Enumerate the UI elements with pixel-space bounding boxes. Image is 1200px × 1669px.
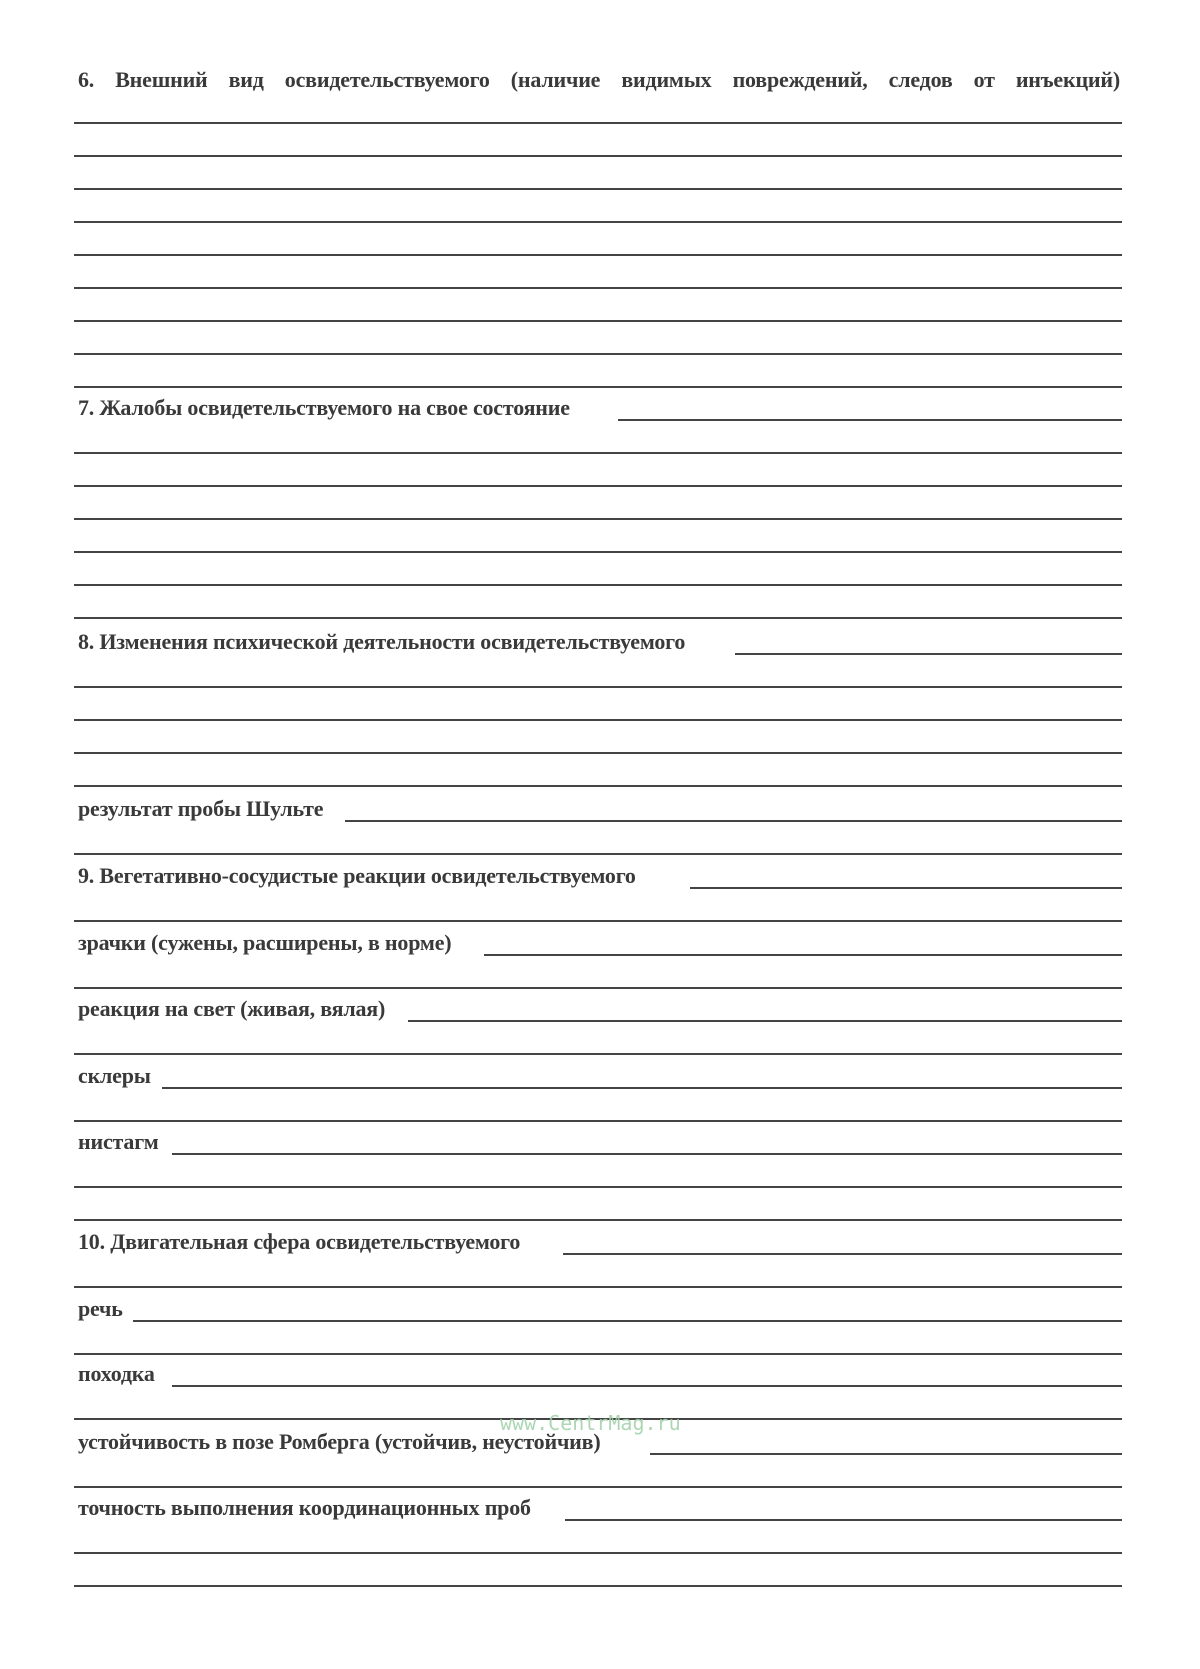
speech-answer-line[interactable] [133,1320,1122,1322]
blank-line[interactable] [74,1552,1122,1554]
blank-line[interactable] [74,1353,1122,1355]
watermark-text: www.CentrMag.ru [500,1411,681,1435]
light-reaction-answer-line[interactable] [408,1020,1122,1022]
blank-line[interactable] [74,719,1122,721]
item-7-label: 7. Жалобы освидетельствуемого на свое состояние [78,395,570,420]
item-9-label: 9. Вегетативно-сосудистые реакции освидетельствуемого [78,863,636,888]
blank-line[interactable] [74,752,1122,754]
blank-line[interactable] [74,551,1122,553]
blank-line[interactable] [74,1286,1122,1288]
blank-line[interactable] [74,188,1122,190]
blank-line[interactable] [74,320,1122,322]
coordination-label: точность выполнения координационных проб [78,1495,531,1520]
blank-line[interactable] [74,1186,1122,1188]
schulte-test-label: результат пробы Шульте [78,796,324,821]
coordination-answer-line[interactable] [565,1519,1122,1521]
item-8-answer-line[interactable] [735,653,1122,655]
blank-line[interactable] [74,221,1122,223]
item-10-label: 10. Двигательная сфера освидетельствуемого [78,1229,521,1254]
blank-line[interactable] [74,155,1122,157]
item-8-label: 8. Изменения психической деятельности освидетельствуемого [78,629,686,654]
item-6-label: 6. Внешний вид освидетельствуемого (наличие видимых повреждений, следов от инъекций) [78,67,1120,92]
romberg-label: устойчивость в позе Ромберга (устойчив, неустойчив) [78,1429,601,1454]
gait-answer-line[interactable] [172,1385,1122,1387]
light-reaction-label: реакция на свет (живая, вялая) [78,996,386,1021]
blank-line[interactable] [74,853,1122,855]
blank-line[interactable] [74,785,1122,787]
blank-line[interactable] [74,1486,1122,1488]
blank-line[interactable] [74,686,1122,688]
blank-line[interactable] [74,353,1122,355]
blank-line[interactable] [74,920,1122,922]
blank-line[interactable] [74,122,1122,124]
blank-line[interactable] [74,485,1122,487]
blank-line[interactable] [74,452,1122,454]
gait-label: походка [78,1361,155,1386]
pupils-label: зрачки (сужены, расширены, в норме) [78,930,452,955]
pupils-answer-line[interactable] [484,954,1122,956]
blank-line[interactable] [74,287,1122,289]
nystagmus-label: нистагм [78,1129,159,1154]
blank-line[interactable] [74,518,1122,520]
item-9-answer-line[interactable] [690,887,1122,889]
blank-line[interactable] [74,1219,1122,1221]
blank-line[interactable] [74,617,1122,619]
blank-line[interactable] [74,584,1122,586]
speech-label: речь [78,1296,123,1321]
blank-line[interactable] [74,386,1122,388]
item-10-answer-line[interactable] [563,1253,1122,1255]
blank-line[interactable] [74,254,1122,256]
item-7-answer-line[interactable] [618,419,1122,421]
sclera-answer-line[interactable] [162,1087,1122,1089]
nystagmus-answer-line[interactable] [172,1153,1122,1155]
schulte-test-answer-line[interactable] [345,820,1122,822]
blank-line[interactable] [74,1585,1122,1587]
blank-line[interactable] [74,987,1122,989]
blank-line[interactable] [74,1053,1122,1055]
romberg-answer-line[interactable] [650,1453,1122,1455]
blank-line[interactable] [74,1120,1122,1122]
sclera-label: склеры [78,1063,151,1088]
